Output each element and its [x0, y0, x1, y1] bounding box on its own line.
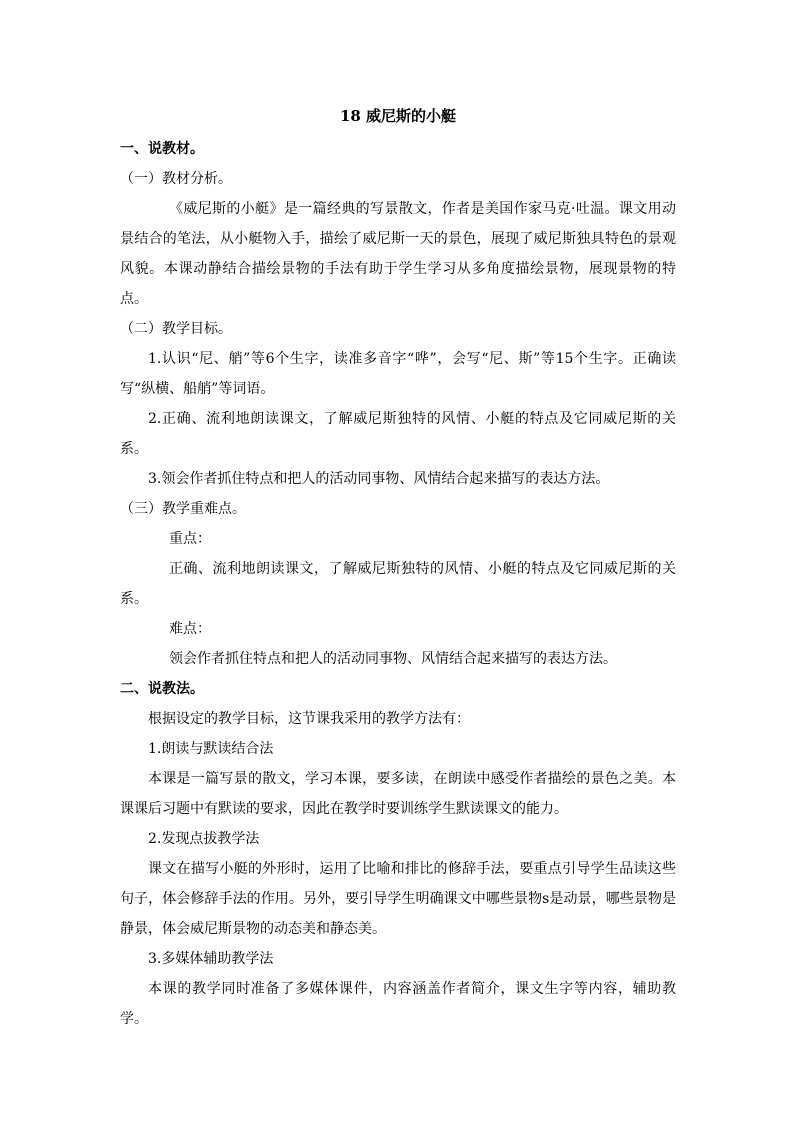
- method-2-text: 课文在描写小艇的外形时，运用了比喻和排比的修辞手法，要重点引导学生品读这些句子，体会修辞手法的作用。另外，要引导学生明确课文中哪些景物s是动景，哪些景物是静景，体会威尼斯景物的动态美和静态美。: [120, 861, 676, 937]
- difficult-point-text: 领会作者抓住特点和把人的活动同事物、风情结合起来描写的表达方法。: [169, 651, 617, 667]
- key-point-label: 重点：: [169, 531, 211, 547]
- key-point-text: 正确、流利地朗读课文，了解威尼斯独特的风情、小艇的特点及它同威尼斯的关系。: [120, 561, 676, 607]
- section-heading-teaching-methods: 二、说教法。: [120, 681, 204, 697]
- difficult-point-label: 难点：: [169, 621, 211, 637]
- goal-item-1: 1.认识“尼、艄”等6个生字，读准多音字“哗”，会写“尼、斯”等15个生字。正确读写“纵横、船艄”等词语。: [120, 351, 676, 397]
- subheading-material-analysis: （一）教材分析。: [120, 171, 232, 187]
- method-1-title: 1.朗读与默读结合法: [148, 741, 274, 757]
- section-heading-teaching-material: 一、说教材。: [120, 141, 204, 157]
- paragraph-material-analysis: 《威尼斯的小艇》是一篇经典的写景散文，作者是美国作家马克·吐温。课文用动景结合的笔法，从小艇物入手，描绘了威尼斯一天的景色，展现了威尼斯独具特色的景观风貌。本课动静结合描绘景物的手法有助于学生学习从多角度描绘景物，展现景物的特点。: [120, 201, 676, 307]
- method-3-text: 本课的教学同时准备了多媒体课件，内容涵盖作者简介，课文生字等内容，辅助教学。: [120, 981, 676, 1027]
- method-3-title: 3.多媒体辅助教学法: [148, 951, 274, 967]
- goal-item-3: 3.领会作者抓住特点和把人的活动同事物、风情结合起来描写的表达方法。: [148, 471, 610, 487]
- goal-item-2: 2.正确、流利地朗读课文，了解威尼斯独特的风情、小艇的特点及它同威尼斯的关系。: [120, 411, 676, 457]
- document-page: [120, 98, 676, 1034]
- method-1-text: 本课是一篇写景的散文，学习本课，要多读，在朗读中感受作者描绘的景色之美。本课课后习题中有默读的要求，因此在教学时要训练学生默读课文的能力。: [120, 771, 676, 817]
- methods-intro: 根据设定的教学目标，这节课我采用的教学方法有：: [148, 711, 470, 727]
- document-title: 18 威尼斯的小艇: [339, 107, 457, 125]
- subheading-teaching-goals: （二）教学目标。: [120, 321, 232, 337]
- method-2-title: 2.发现点拔教学法: [148, 831, 260, 847]
- subheading-key-difficult-points: （三）教学重难点。: [120, 501, 246, 517]
